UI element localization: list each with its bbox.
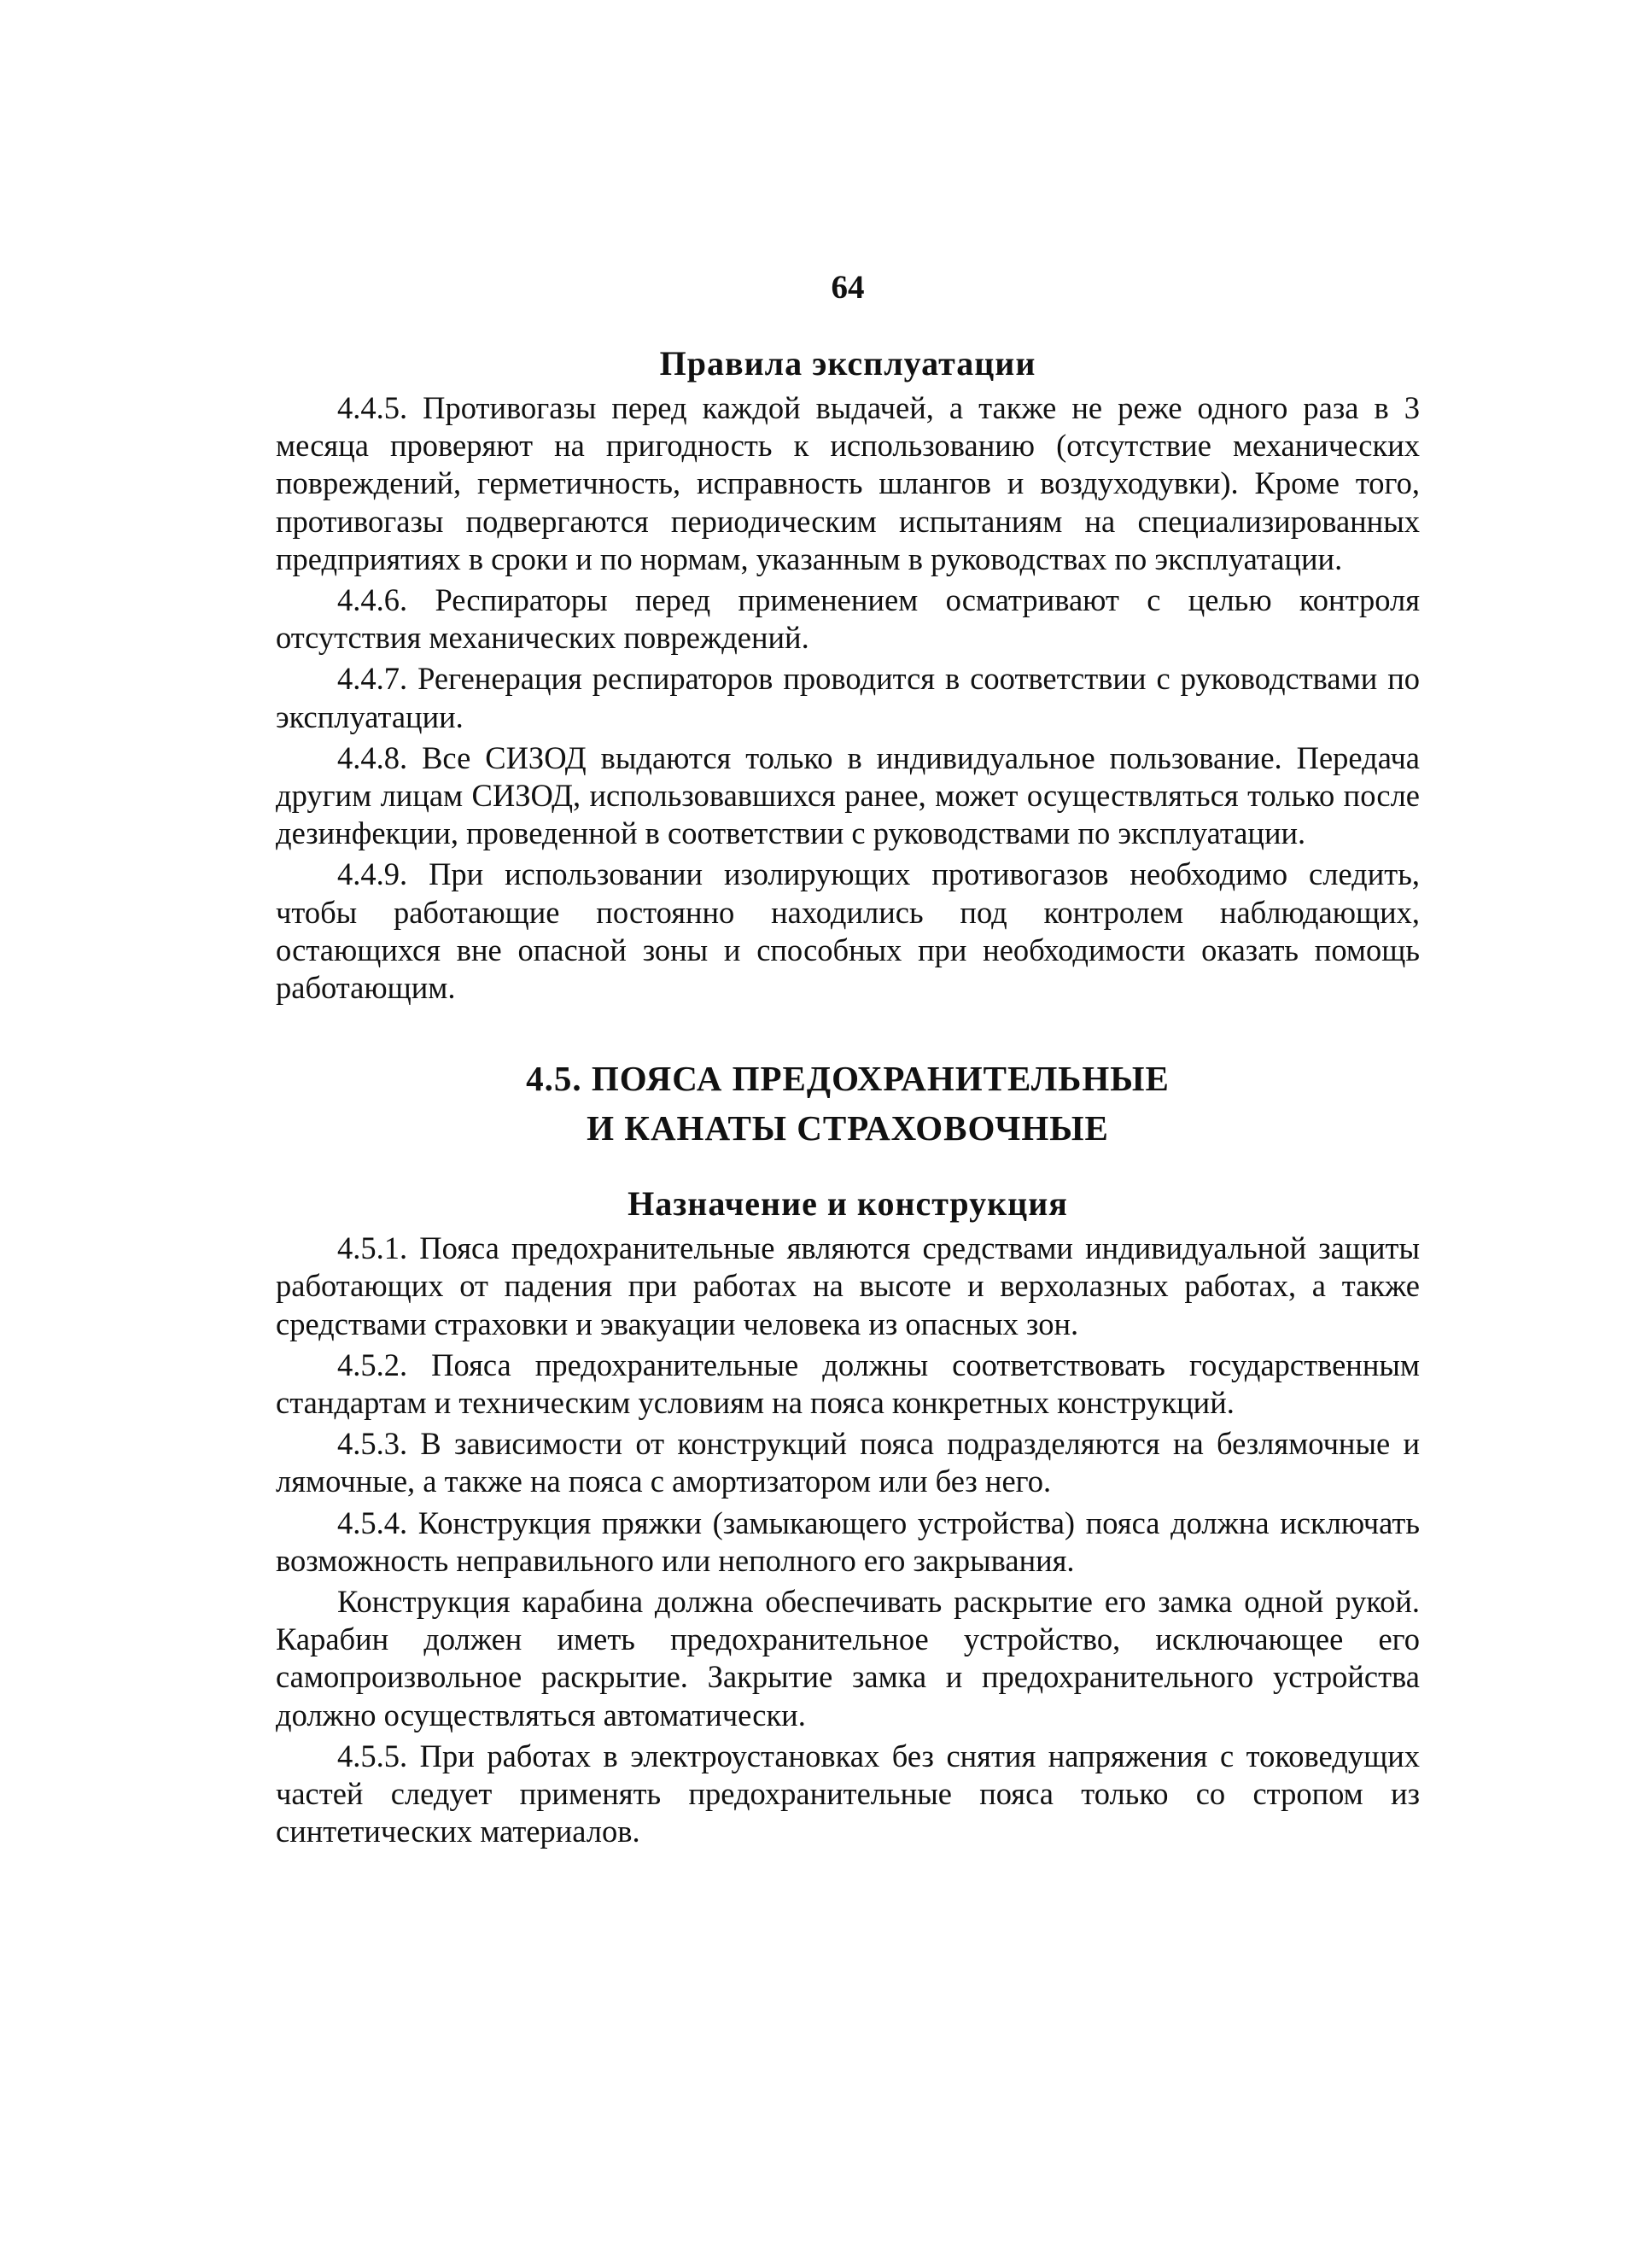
section-title-4-5: [276, 1054, 1420, 1153]
heading-operation-rules: Правила эксплуатации: [659, 344, 1036, 383]
heading-purpose-design: Назначение и конструкция: [628, 1184, 1068, 1224]
page-number: 64: [831, 269, 865, 306]
paragraph-4-5-3: 4.5.3. В зависимости от конструкций пояса подразделяются на безлямочные и лямочные, а также на пояса с амортизатором или без него.: [276, 1426, 1420, 1499]
paragraph-4-4-9: 4.4.9. При использовании изолирующих противогазов необходимо следить, чтобы работающие постоянно находились под контролем наблюдающих, остающихся вне опасной зоны и способных при необходимости оказать помощь работающим.: [276, 856, 1420, 1006]
section-title-line-1: 4.5. ПОЯСА ПРЕДОХРАНИТЕЛЬНЫЕ: [526, 1059, 1170, 1099]
paragraph-4-5-4: 4.5.4. Конструкция пряжки (замыкающего устройства) пояса должна исключать возможность неправильного или неполного его закрывания.: [276, 1505, 1420, 1578]
paragraph-4-4-5: 4.4.5. Противогазы перед каждой выдачей, а также не реже одного раза в 3 месяца проверяют на пригодность к использованию (отсутствие механических повреждений, герметичность, исправность шлангов и воздуходувки). Кроме того, противогазы подвергаются периодическим испытаниям на специализированных предприятиях в сроки и по нормам, указанным в руководствах по эксплуатации.: [276, 390, 1420, 576]
paragraph-4-4-6: 4.4.6. Респираторы перед применением осматривают с целью контроля отсутствия механических повреждений.: [276, 582, 1420, 656]
paragraph-carabiner: Конструкция карабина должна обеспечивать раскрытие его замка одной рукой. Карабин должен иметь предохранительное устройство, исключающее его самопроизвольное раскрытие. Закрытие замка и предохранительного устройства должно осуществляться автоматически.: [276, 1584, 1420, 1732]
paragraph-4-5-1: 4.5.1. Пояса предохранительные являются средствами индивидуальной защиты работающих от падения при работах на высоте и верхолазных работах, а также средствами страховки и эвакуации человека из опасных зон.: [276, 1230, 1420, 1341]
paragraph-4-5-2: 4.5.2. Пояса предохранительные должны соответствовать государственным стандартам и техническим условиям на пояса конкретных конструкций.: [276, 1347, 1420, 1421]
paragraph-4-4-8: 4.4.8. Все СИЗОД выдаются только в индивидуальное пользование. Передача другим лицам СИЗОД, использовавшихся ранее, может осуществляться только после дезинфекции, проведенной в соответствии с руководствами по эксплуатации.: [276, 739, 1420, 851]
document-page: [276, 269, 1420, 1855]
section-title-line-2: И КАНАТЫ СТРАХОВОЧНЫЕ: [587, 1108, 1109, 1148]
paragraph-4-5-5: 4.5.5. При работах в электроустановках без снятия напряжения с токоведущих частей следует применять предохранительные пояса только со стропом из синтетических материалов.: [276, 1738, 1420, 1849]
paragraph-4-4-7: 4.4.7. Регенерация респираторов проводится в соответствии с руководствами по эксплуатации.: [276, 661, 1420, 734]
